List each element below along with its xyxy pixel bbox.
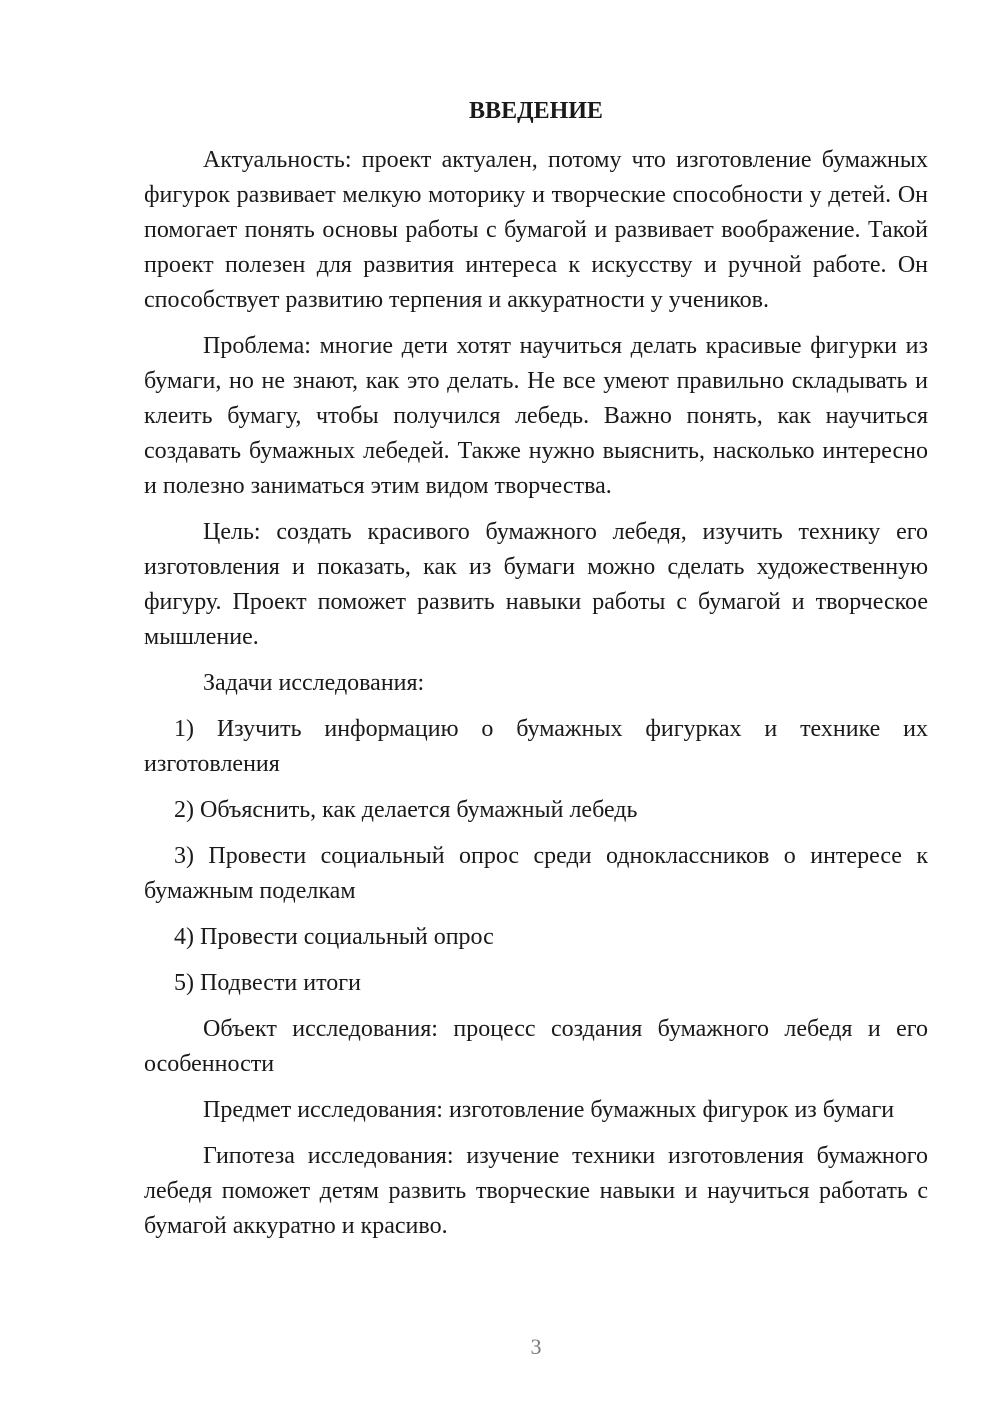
task-item-3: 3) Провести социальный опрос среди одноклассников о интересе к бумажным поделкам (144, 843, 928, 904)
task-item-1: 1) Изучить информацию о бумажных фигурках и технике их изготовления (144, 716, 928, 777)
paragraph-goal: Цель: создать красивого бумажного лебедя, изучить технику его изготовления и показать, как из бумаги можно сделать художественную фигуру. Проект поможет развить навыки работы с бумагой и творческое мышление. (144, 519, 928, 650)
paragraph-problem: Проблема: многие дети хотят научиться делать красивые фигурки из бумаги, но не знают, как это делать. Не все умеют правильно складывать и клеить бумагу, чтобы получился лебедь. Важно понять, как научиться создавать бумажных лебедей. Также нужно выяснить, насколько интересно и полезно заниматься этим видом творчества. (144, 333, 928, 499)
page-number: 3 (530, 1334, 542, 1359)
paragraph-relevance: Актуальность: проект актуален, потому что изготовление бумажных фигурок развивает мелкую моторику и творческие способности у детей. Он помогает понять основы работы с бумагой и развивает воображение. Такой проект полезен для развития интереса к искусству и ручной работе. Он способствует развитию терпения и аккуратности у учеников. (144, 147, 928, 313)
paragraph-hypothesis: Гипотеза исследования: изучение техники изготовления бумажного лебедя поможет детям развить творческие навыки и научиться работать с бумагой аккуратно и красиво. (144, 1143, 928, 1239)
task-item-4: 4) Провести социальный опрос (174, 924, 494, 950)
paragraph-object: Объект исследования: процесс создания бумажного лебедя и его особенности (144, 1016, 928, 1077)
paragraph-subject: Предмет исследования: изготовление бумажных фигурок из бумаги (203, 1097, 895, 1123)
task-item-5: 5) Подвести итоги (174, 970, 361, 996)
document-page (144, 95, 928, 1255)
section-heading: ВВЕДЕНИЕ (469, 98, 603, 124)
paragraph-tasks-heading: Задачи исследования: (203, 670, 425, 696)
task-item-2: 2) Объяснить, как делается бумажный лебедь (174, 797, 638, 823)
